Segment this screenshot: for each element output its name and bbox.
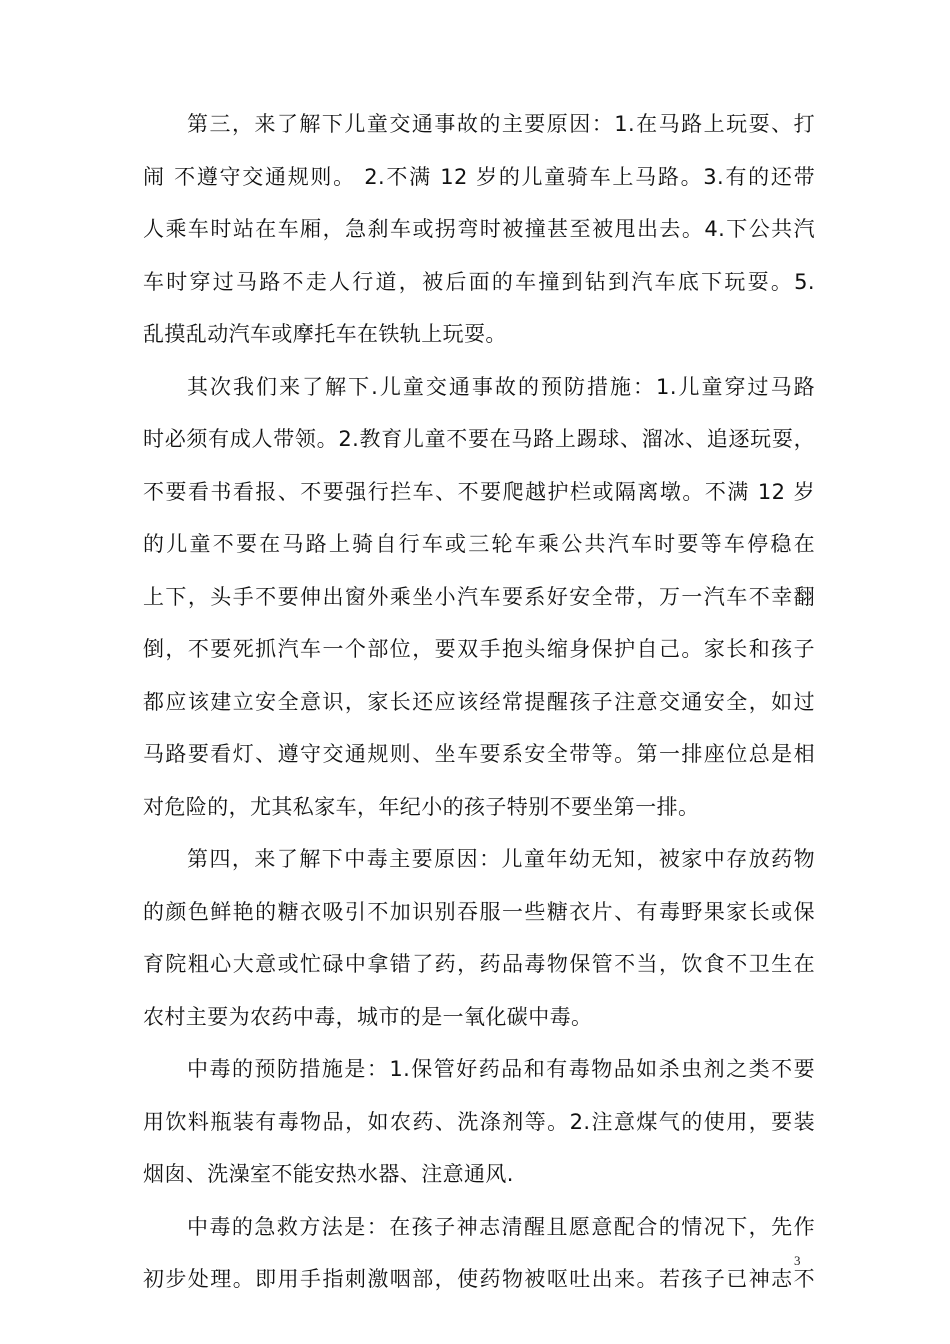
text-line: 其次我们来了解下.儿童交通事故的预防措施：1.儿童穿过马路: [187, 374, 815, 399]
text-line: 的儿童不要在马路上骑自行车或三轮车乘公共汽车时要等车停稳在: [143, 532, 815, 556]
text-line: 农村主要为农药中毒，城市的是一氧化碳中毒。: [143, 1004, 593, 1029]
text-line: 车时穿过马路不走人行道，被后面的车撞到钻到汽车底下玩耍。5.: [143, 269, 815, 294]
text-line: 人乘车时站在车厢，急刹车或拐弯时被撞甚至被甩出去。4.下公共汽: [143, 217, 815, 241]
text-line: 都应该建立安全意识，家长还应该经常提醒孩子注意交通安全，如过: [143, 689, 815, 714]
text-line: 烟囱、洗澡室不能安热水器、注意通风.: [143, 1162, 514, 1186]
paragraph: [143, 102, 815, 365]
text-line: 马路要看灯、遵守交通规则、坐车要系安全带等。第一排座位总是相: [143, 742, 815, 766]
text-line: 的颜色鲜艳的糖衣吸引不加识别吞服一些糖衣片、有毒野果家长或保: [143, 899, 815, 924]
paragraph: [143, 1047, 815, 1205]
text-line: 乱摸乱动汽车或摩托车在铁轨上玩耍。: [143, 322, 507, 346]
paragraph: [143, 1205, 815, 1310]
text-line: 中毒的预防措施是：1.保管好药品和有毒物品如杀虫剂之类不要: [187, 1057, 815, 1081]
paragraph: [143, 837, 815, 1047]
text-line: 用饮料瓶装有毒物品，如农药、洗涤剂等。2.注意煤气的使用，要装: [143, 1109, 815, 1134]
text-line: 闹 不遵守交通规则。 2.不满 12 岁的儿童骑车上马路。3.有的还带: [143, 164, 815, 189]
text-line: 时必须有成人带领。2.教育儿童不要在马路上踢球、溜冰、追逐玩耍，: [143, 427, 815, 451]
text-line: 育院粗心大意或忙碌中拿错了药，药品毒物保管不当，饮食不卫生在: [143, 952, 815, 976]
text-line: 初步处理。即用手指刺激咽部，使药物被呕吐出来。若孩子已神志不: [143, 1267, 815, 1291]
text-line: 不要看书看报、不要强行拦车、不要爬越护栏或隔离墩。不满 12 岁: [143, 479, 815, 504]
page-number: 3: [794, 1253, 801, 1268]
text-line: 第三，来了解下儿童交通事故的主要原因：1.在马路上玩耍、打: [187, 112, 815, 136]
body-text: [143, 102, 815, 1310]
text-line: 倒，不要死抓汽车一个部位，要双手抱头缩身保护自己。家长和孩子: [143, 637, 815, 661]
paragraph: [143, 365, 815, 838]
text-line: 中毒的急救方法是：在孩子神志清醒且愿意配合的情况下，先作: [187, 1214, 815, 1239]
text-line: 对危险的，尤其私家车，年纪小的孩子特别不要坐第一排。: [143, 794, 700, 819]
text-line: 第四，来了解下中毒主要原因：儿童年幼无知，被家中存放药物: [187, 847, 815, 871]
text-line: 上下，头手不要伸出窗外乘坐小汽车要系好安全带，万一汽车不幸翻: [143, 584, 815, 609]
